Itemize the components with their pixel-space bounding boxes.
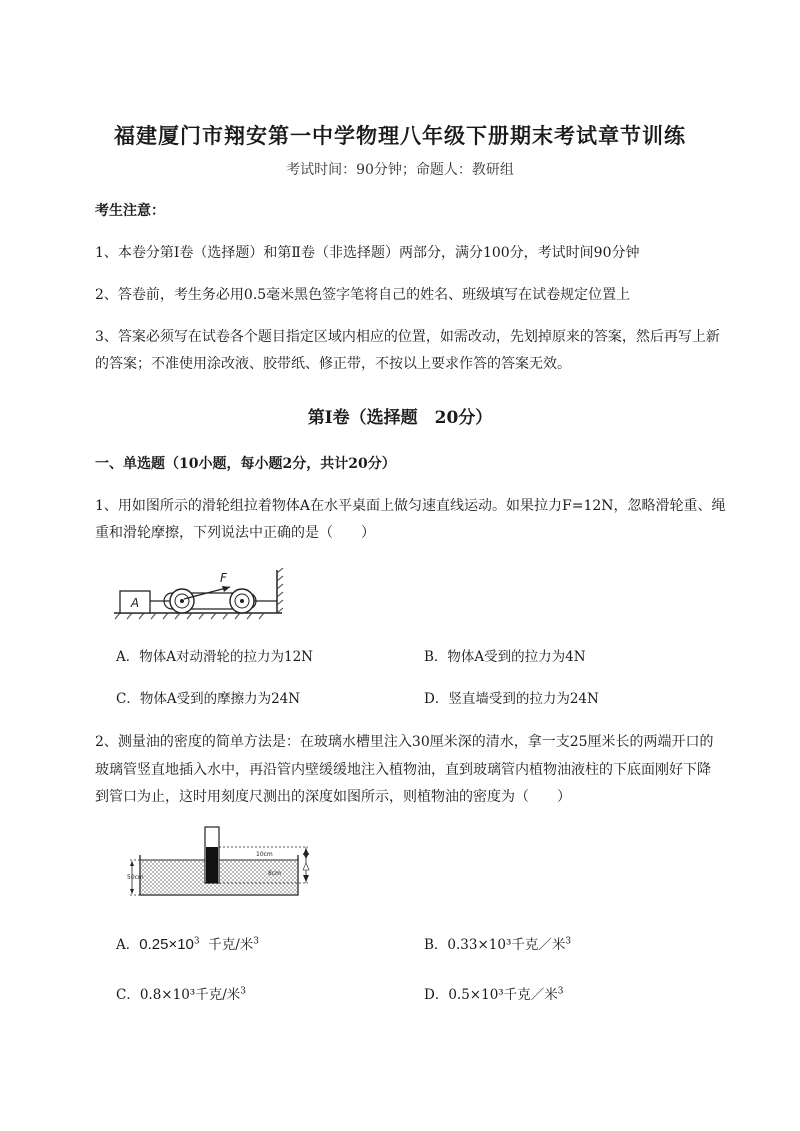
top-distance-label: 10cm — [256, 851, 273, 858]
q2-line-1: 2、测量油的密度的简单方法是：在玻璃水槽里注入30厘米深的清水，拿一支25厘米长的两端开口的 — [95, 734, 714, 750]
q2-option-b[interactable] — [424, 933, 571, 953]
pulley-figure — [112, 565, 292, 620]
q2-option-b-exp: 3 — [565, 936, 572, 947]
q2-line-3: 到管口为止，这时用刻度尺测出的深度如图所示，则植物油的密度为（ ） — [95, 789, 571, 805]
q2-option-a-unit: 千克/米 — [208, 937, 254, 953]
q2-option-a-prefix: A． — [116, 937, 140, 953]
q1-option-d[interactable]: D．竖直墙受到的拉力为24N — [424, 691, 599, 707]
force-label: F — [220, 571, 227, 585]
depth-label: 50cm — [127, 874, 144, 881]
q2-option-d-exp: 3 — [557, 986, 564, 997]
exam-info: 考试时间：90分钟；命题人：教研组 — [286, 162, 514, 178]
notice-heading: 考生注意： — [95, 203, 165, 219]
q1-option-a[interactable]: A．物体A对动滑轮的拉力为12N — [116, 649, 313, 665]
q1-option-c[interactable]: C．物体A受到的摩擦力为24N — [116, 691, 301, 707]
q2-option-a-unit-exp: 3 — [253, 936, 260, 947]
mid-distance-label: 8cm — [268, 870, 281, 877]
q2-option-d[interactable] — [424, 983, 563, 1003]
q2-option-a[interactable] — [116, 933, 259, 953]
part-heading: 一、单选题（10小题，每小题2分，共计20分） — [95, 456, 396, 472]
q2-option-c-text: C．0.8×10³千克/米 — [116, 987, 241, 1003]
page-title: 福建厦门市翔安第一中学物理八年级下册期末考试章节训练 — [114, 123, 686, 148]
q2-option-c-exp: 3 — [240, 986, 246, 997]
oil-density-figure — [118, 825, 328, 900]
oil-column — [206, 847, 218, 883]
q1-option-b[interactable]: B．物体A受到的拉力为4N — [424, 649, 586, 665]
section-title: 第I卷（选择题 20分） — [307, 408, 493, 428]
block-a-label: A — [130, 596, 140, 610]
notice-item-3-cont: 的答案；不准使用涂改液、胶带纸、修正带，不按以上要求作答的答案无效。 — [95, 356, 571, 372]
q2-option-a-value: 0.25×10 — [139, 936, 194, 953]
notice-item-1: 1、本卷分第I卷（选择题）和第Ⅱ卷（非选择题）两部分，满分100分，考试时间90分钟 — [95, 245, 640, 261]
q2-option-b-text: B．0.33×10³千克／米 — [424, 937, 566, 953]
q1-line-1: 1、用如图所示的滑轮组拉着物体A在水平桌面上做匀速直线运动。如果拉力F=12N，忽略滑轮重、绳 — [95, 498, 726, 514]
q2-option-d-text: D．0.5×10³千克／米 — [424, 987, 558, 1003]
notice-item-2: 2、答卷前，考生务必用0.5毫米黑色签字笔将自己的姓名、班级填写在试卷规定位置上 — [95, 287, 631, 303]
q2-option-a-exp: 3 — [193, 936, 200, 947]
q2-line-2: 玻璃管竖直地插入水中，再沿管内壁缓缓地注入植物油，直到玻璃管内植物油液柱的下底面刚好下降 — [95, 762, 711, 778]
q1-line-2: 重和滑轮摩擦，下列说法中正确的是（ ） — [95, 525, 375, 541]
notice-item-3: 3、答案必须写在试卷各个题目指定区域内相应的位置，如需改动，先划掉原来的答案，然后再写上新 — [95, 329, 720, 345]
q2-option-c[interactable] — [116, 983, 246, 1003]
